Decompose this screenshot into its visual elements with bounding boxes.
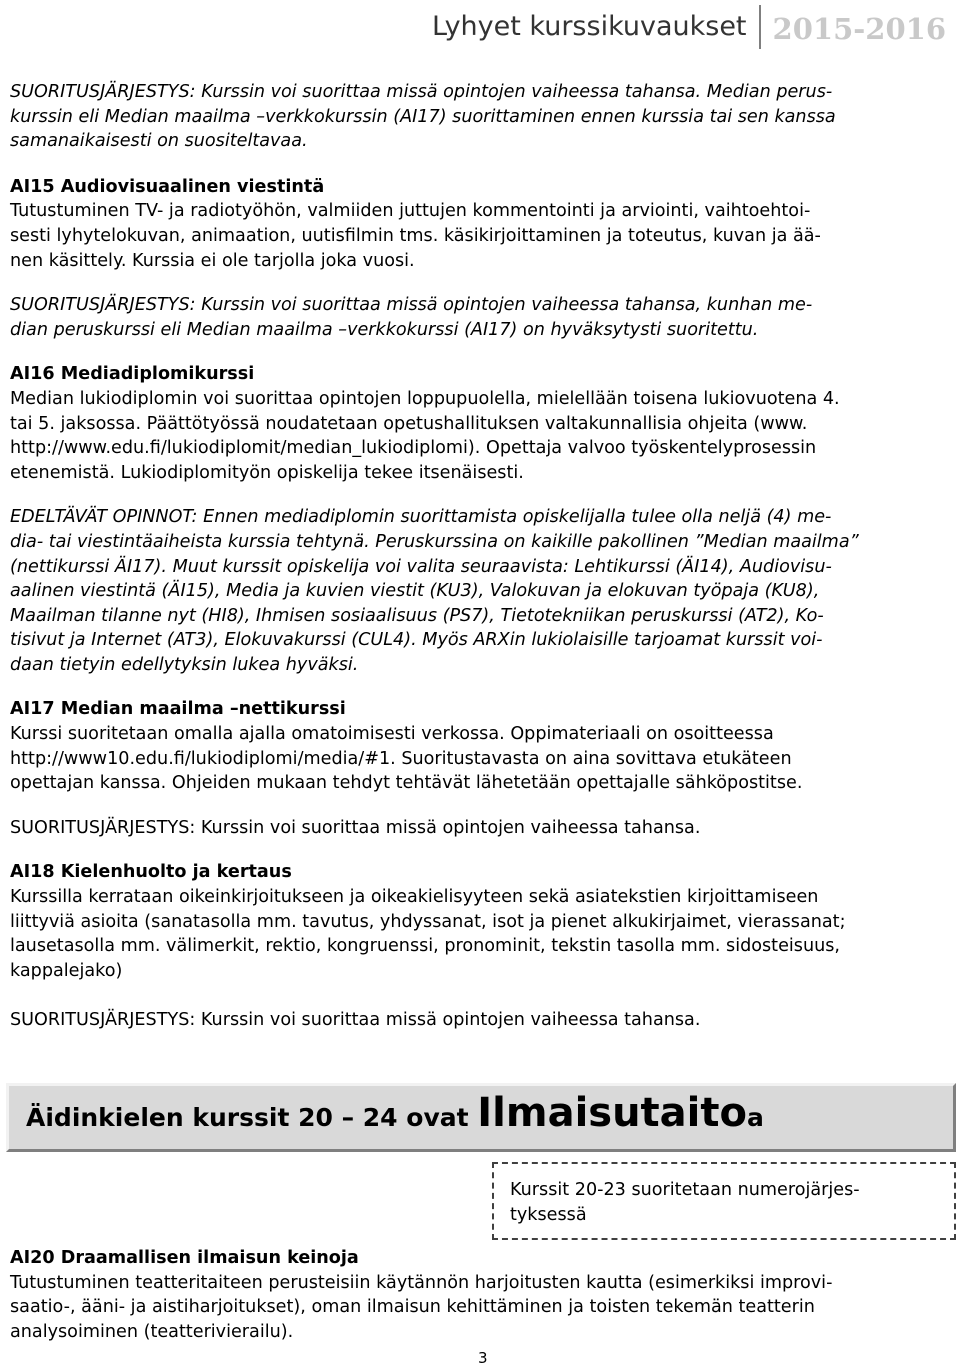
text-line: daan tietyin edellytyksin lukea hyväksi. bbox=[10, 654, 359, 675]
text-line: http://www10.edu.fi/lukiodiplomi/media/#1. Suoritustavasta on aina sovittava etukäteen bbox=[10, 748, 792, 769]
section-banner bbox=[6, 1083, 956, 1152]
text-line: Kurssi suoritetaan omalla ajalla omatoimisesti verkossa. Oppimateriaali on osoitteessa bbox=[10, 724, 774, 745]
header-year: 2015-2016 bbox=[772, 12, 946, 46]
intro-order-paragraph bbox=[10, 80, 954, 154]
text-line: samanaikaisesti on suositeltavaa. bbox=[10, 131, 308, 152]
text-line: etenemistä. Lukiodiplomityön opiskelija tekee itsenäisesti. bbox=[10, 462, 524, 483]
page-header bbox=[432, 0, 946, 52]
ai15-description bbox=[10, 199, 954, 273]
ai17-description bbox=[10, 722, 954, 796]
text-line: kurssin eli Median maailma –verkkokurssin (AI17) suorittaminen ennen kurssia tai sen kanssa bbox=[10, 106, 836, 127]
text-line: analysoiminen (teatterivierailu). bbox=[10, 1321, 294, 1342]
text-line: sesti lyhytelokuvan, animaation, uutisfilmin tms. käsikirjoittaminen ja toteutus, kuvan ja ää- bbox=[10, 225, 821, 246]
note-text bbox=[494, 1164, 920, 1227]
ai16-description bbox=[10, 387, 954, 485]
text-line: Tutustuminen TV- ja radiotyöhön, valmiiden juttujen kommentointi ja arviointi, vaihtoehtoi- bbox=[10, 201, 811, 222]
ai17-heading: AI17 Median maailma –nettikurssi bbox=[10, 699, 346, 720]
text-line: Kurssilla kerrataan oikeinkirjoitukseen ja oikeakielisyyteen sekä asiatekstien kirjoittamiseen bbox=[10, 887, 819, 908]
text-line: Kurssit 20-23 suoritetaan numerojärjes- bbox=[510, 1180, 860, 1200]
text-line: (nettikurssi ÄI17). Muut kurssit opiskelija voi valita seuraavista: Lehtikurssi (ÄI14), Audiovisu- bbox=[10, 556, 832, 577]
main-content bbox=[10, 80, 954, 1033]
text-line: saatio-, ääni- ja aistiharjoitukset), oman ilmaisun kehittäminen ja toisten tekemän teatterin bbox=[10, 1297, 815, 1318]
ai18-description bbox=[10, 885, 954, 983]
text-line: http://www.edu.fi/lukiodiplomit/median_lukiodiplomi). Opettaja valvoo työskentelyprosessin bbox=[10, 438, 817, 459]
page-number: 3 bbox=[478, 1349, 488, 1367]
text-line: kappalejako) bbox=[10, 960, 123, 981]
text-line: EDELTÄVÄT OPINNOT: Ennen mediadiplomin suorittamista opiskelijalla tulee olla neljä (4) me- bbox=[10, 507, 832, 528]
text-line: SUORITUSJÄRJESTYS: Kurssin voi suorittaa missä opintojen vaiheessa tahansa, kunhan me- bbox=[10, 295, 813, 316]
text-line: Maailman tilanne nyt (HI8), Ihmisen sosiaalisuus (PS7), Tietotekniikan peruskurssi (AT2), Ko- bbox=[10, 605, 824, 626]
text-line: dian peruskurssi eli Median maailma –verkkokurssi (AI17) on hyväksytysti suoritettu. bbox=[10, 319, 759, 340]
ai17-order-paragraph: SUORITUSJÄRJESTYS: Kurssin voi suorittaa missä opintojen vaiheessa tahansa. bbox=[10, 817, 701, 838]
header-title: Lyhyet kurssikuvaukset bbox=[432, 5, 761, 49]
ai18-heading: AI18 Kielenhuolto ja kertaus bbox=[10, 862, 292, 883]
banner-heading bbox=[26, 1090, 764, 1136]
text-line: tai 5. jaksossa. Päättötyössä noudatetaan opetushallituksen valtakunnallisia ohjeita (www. bbox=[10, 413, 808, 434]
text-line: tisivut ja Internet (AT3), Elokuvakurssi (CUL4). Myös ARXin lukiolaisille tarjoamat kurssit voi- bbox=[10, 630, 823, 651]
ai15-order-paragraph bbox=[10, 293, 954, 342]
text-line: nen käsittely. Kurssia ei ole tarjolla joka vuosi. bbox=[10, 250, 415, 271]
ai20-section bbox=[10, 1246, 954, 1344]
text-line: dia- tai viestintäaiheista kurssia tehtynä. Peruskurssina on kaikille pakollinen ”Median maailma” bbox=[10, 531, 859, 552]
text-line: tyksessä bbox=[510, 1204, 587, 1225]
banner-text-part: a bbox=[746, 1103, 764, 1132]
text-line: opettajan kanssa. Ohjeiden mukaan tehdyt tehtävät lähetetään opettajalle sähköpostitse. bbox=[10, 773, 803, 794]
ai18-order-paragraph: SUORITUSJÄRJESTYS: Kurssin voi suorittaa missä opintojen vaiheessa tahansa. bbox=[10, 1010, 701, 1031]
banner-text-part: Äidinkielen kurssit 20 – 24 ovat bbox=[26, 1103, 478, 1132]
ai16-prerequisites-paragraph bbox=[10, 505, 954, 677]
note-box bbox=[492, 1162, 956, 1240]
ai20-description bbox=[10, 1271, 954, 1345]
text-line: Median lukiodiplomin voi suorittaa opintojen loppupuolella, mielellään toisena lukiovuotena 4. bbox=[10, 388, 840, 409]
ai16-heading: AI16 Mediadiplomikurssi bbox=[10, 364, 255, 385]
text-line: lausetasolla mm. välimerkit, rektio, kongruenssi, pronominit, tekstin tasolla mm. sidosteisuus, bbox=[10, 936, 841, 957]
ai20-heading: AI20 Draamallisen ilmaisun keinoja bbox=[10, 1248, 359, 1268]
text-line: aalinen viestintä (ÄI15), Media ja kuvien viestit (KU3), Valokuvan ja elokuvan työpaja (KU8), bbox=[10, 581, 820, 602]
text-line: liittyviä asioita (sanatasolla mm. tavutus, yhdyssanat, isot ja pienet alkukirjaimet, vierassanat; bbox=[10, 911, 846, 932]
text-line: SUORITUSJÄRJESTYS: Kurssin voi suorittaa missä opintojen vaiheessa tahansa. Median perus- bbox=[10, 82, 833, 102]
banner-text-emphasis: Ilmaisutaito bbox=[477, 1090, 747, 1136]
ai15-heading: AI15 Audiovisuaalinen viestintä bbox=[10, 176, 325, 197]
text-line: Tutustuminen teatteritaiteen perusteisiin käytännön harjoitusten kautta (esimerkiksi improvi- bbox=[10, 1272, 833, 1293]
